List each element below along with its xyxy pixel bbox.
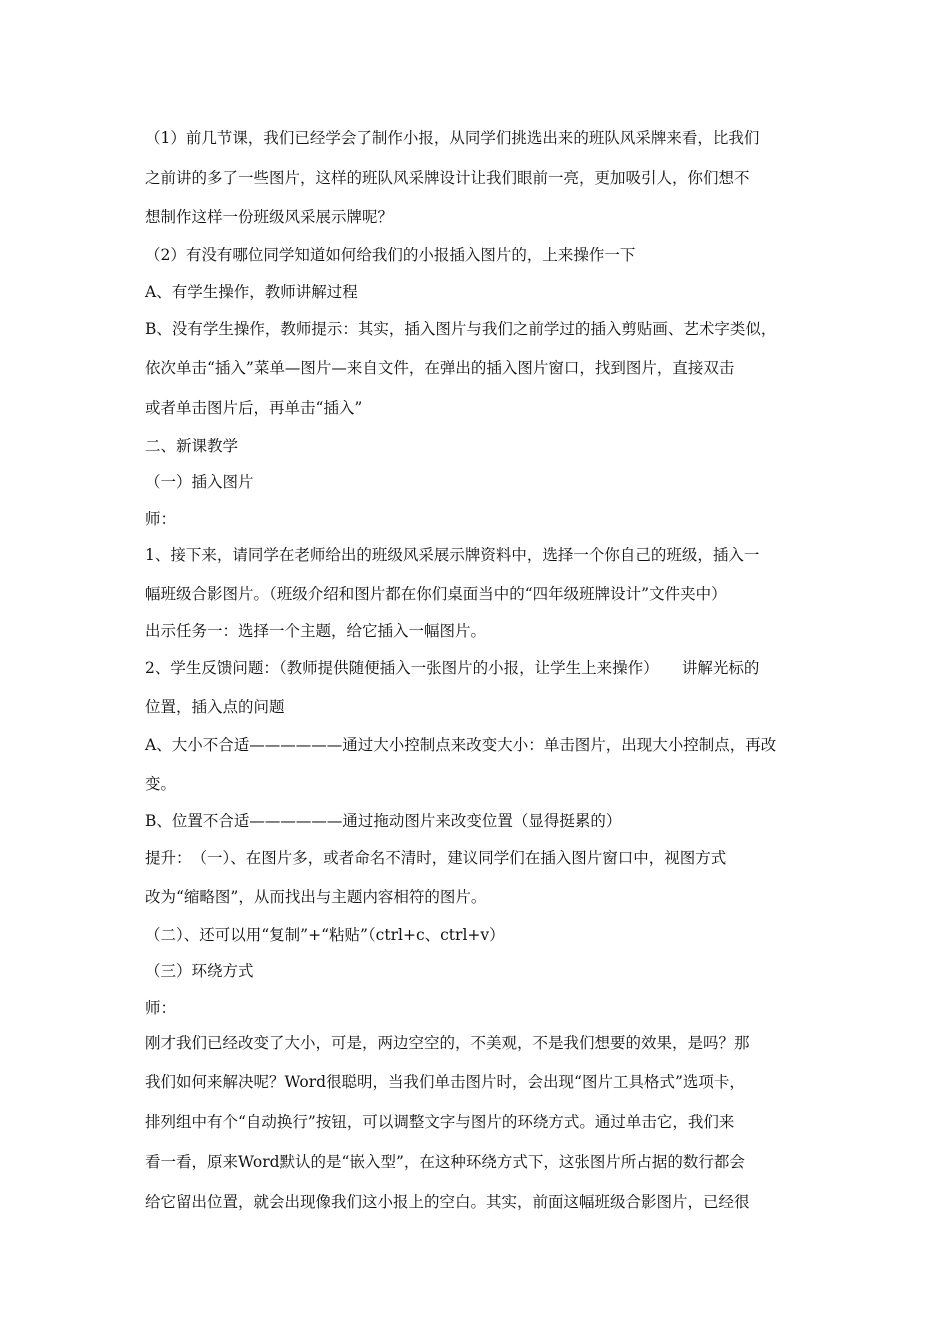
- paragraph-line: 2、学生反馈问题：（教师提供随便插入一张图片的小报，让学生上来操作） 讲解光标的: [145, 659, 760, 677]
- subsection-heading: （三）环绕方式: [145, 962, 254, 980]
- paragraph-line: 想制作这样一份班级风采展示牌呢？: [145, 208, 394, 226]
- paragraph-line: B、没有学生操作，教师提示：其实，插入图片与我们之前学过的插入剪贴画、艺术字类似，: [145, 320, 777, 338]
- paragraph-line: B、位置不合适——————通过拖动图片来改变位置（显得挺累的）: [145, 812, 622, 830]
- paragraph-line: （2）有没有哪位同学知道如何给我们的小报插入图片的，上来操作一下: [145, 246, 636, 264]
- paragraph-line: A、大小不合适——————通过大小控制点来改变大小：单击图片，出现大小控制点，再改: [145, 736, 777, 754]
- paragraph-line: 依次单击“插入”菜单—图片—来自文件，在弹出的插入图片窗口，找到图片，直接双击: [145, 359, 735, 377]
- paragraph-line: 刚才我们已经改变了大小，可是，两边空空的，不美观，不是我们想要的效果，是吗？那: [145, 1034, 750, 1052]
- section-heading: 二、新课教学: [145, 437, 239, 455]
- paragraph-line: 看一看，原来Word默认的是“嵌入型”，在这种环绕方式下，这张图片所占据的数行都会: [145, 1153, 745, 1171]
- paragraph-line: 位置，插入点的问题: [145, 698, 285, 716]
- paragraph-line: A、有学生操作，教师讲解过程: [145, 283, 358, 301]
- paragraph-line: 排列组中有个“自动换行”按钮，可以调整文字与图片的环绕方式。通过单击它，我们来: [145, 1113, 735, 1131]
- paragraph-line: 提升： （一）、在图片多，或者命名不清时，建议同学们在插入图片窗口中，视图方式: [145, 849, 727, 867]
- paragraph-line: 改为“缩略图”，从而找出与主题内容相符的图片。: [145, 888, 487, 906]
- paragraph-line: 变。: [145, 775, 177, 793]
- paragraph-line: （二）、还可以用“复制”+“粘贴”（ctrl+c、ctrl+v）: [145, 926, 505, 944]
- paragraph-line: 给它留出位置，就会出现像我们这小报上的空白。其实，前面这幅班级合影图片，已经很: [145, 1193, 750, 1211]
- paragraph-line: 幅班级合影图片。（班级介绍和图片都在你们桌面当中的“四年级班牌设计”文件夹中）: [145, 585, 727, 603]
- speaker-label: 师：: [145, 999, 177, 1017]
- speaker-label: 师：: [145, 510, 177, 528]
- paragraph-line: 之前讲的多了一些图片，这样的班队风采牌设计让我们眼前一亮，更加吸引人，你们想不: [145, 169, 750, 187]
- paragraph-line: 出示任务一：选择一个主题，给它插入一幅图片。: [145, 622, 487, 640]
- paragraph-line: 我们如何来解决呢？Word很聪明，当我们单击图片时，会出现“图片工具格式”选项卡，: [145, 1073, 745, 1091]
- paragraph-line: 或者单击图片后，再单击“插入”: [145, 399, 363, 417]
- subsection-heading: （一）插入图片: [145, 473, 254, 491]
- paragraph-line: （1）前几节课，我们已经学会了制作小报，从同学们挑选出来的班队风采牌来看，比我们: [145, 129, 760, 147]
- paragraph-line: 1、接下来，请同学在老师给出的班级风采展示牌资料中，选择一个你自己的班级，插入一: [145, 546, 760, 564]
